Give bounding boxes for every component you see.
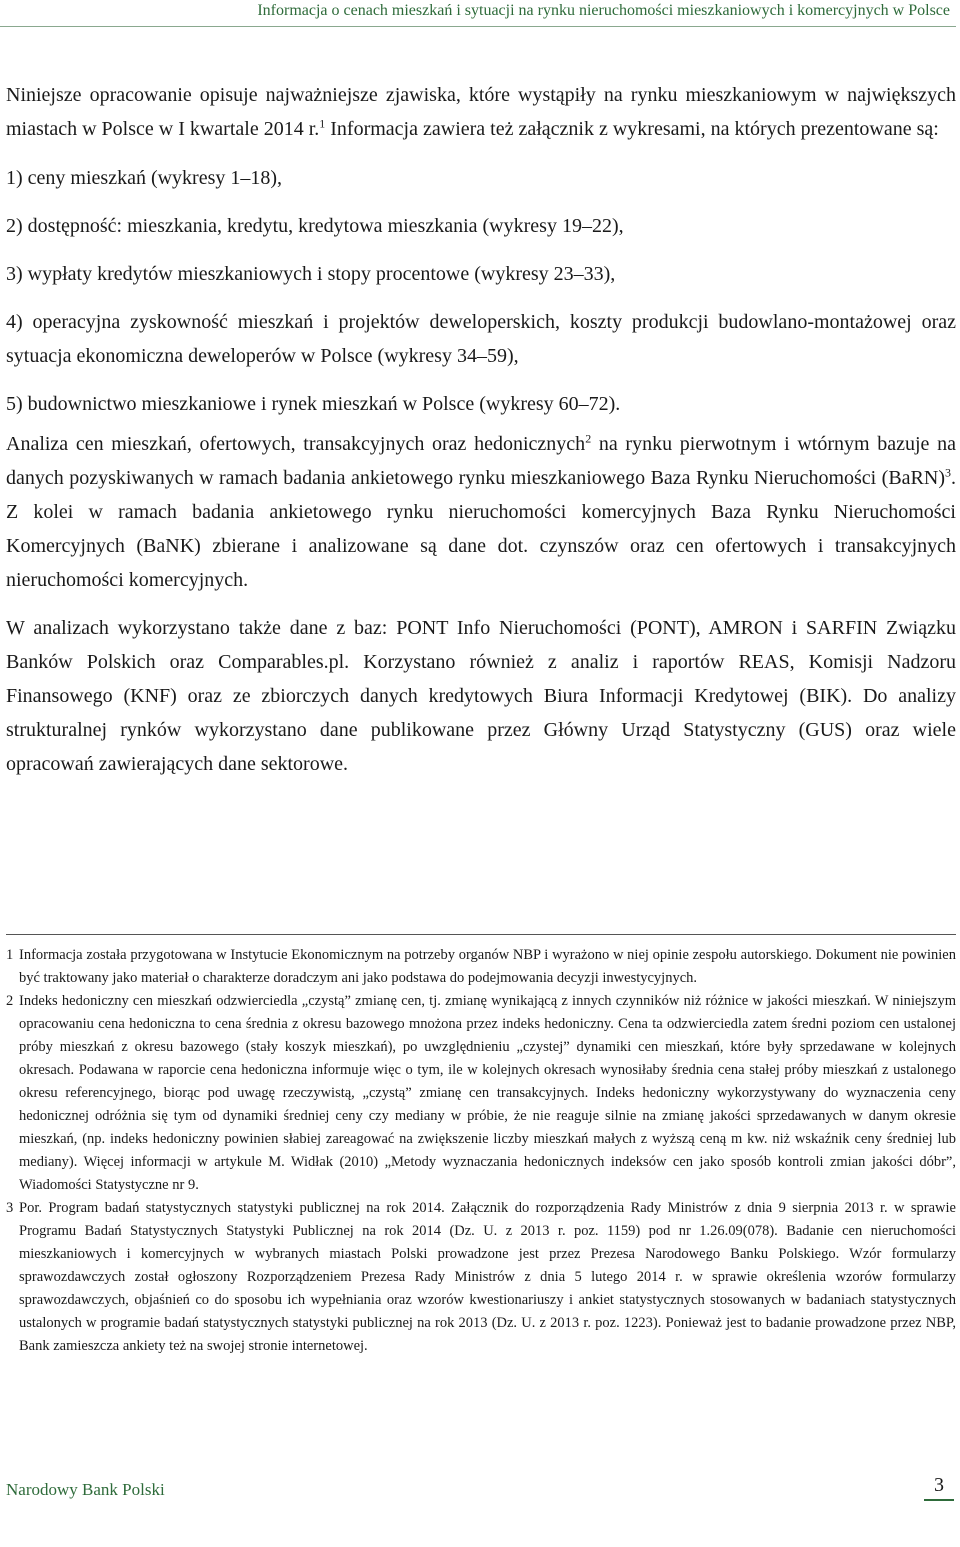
intro-paragraph	[6, 78, 956, 146]
footnote-text: Indeks hedoniczny cen mieszkań odzwierciedla „czystą” zmianę cen, tj. zmianę wynikającą z innych czynników niż różnice w jakości mieszkań. W niniejszym opracowaniu cena hedoniczna to cena średnia z okresu bazowego mnożona przez indeks hedoniczny. Cena ta odzwierciedla zatem średni poziom cen ustalonej próby mieszkań z okresu bazowego (stały koszyk mieszkań), po uwzględnieniu „czystej” dynamiki cen mieszkań, które były sprzedawane w kolejnych okresach. Podawana w raporcie cena hedoniczna informuje więc o tym, ile w kolejnych okresach wynosiłaby średnia cena stałej próby mieszkań z ustalonego okresu referencyjnego, biorąc pod uwagę rzeczywistą, „czystą” zmianę cen transakcyjnych. Indeks hedoniczny wykorzystywany do wyznaczenia ceny hedonicznej odróżnia się tym od dynamiki średniej ceny czy mediany w próbie, że nie reaguje silnie na zmianę jakości sprzedawanych w danym okresie mieszkań, (np. indeks hedoniczny powinien słabiej zareagować na zwiększenie liczby mieszkań małych z wyższą ceną m kw. niż wskaźnik ceny średniej lub mediany). Więcej informacji w artykule M. Widłak (2010) „Metody wyznaczania hedonicznych indeksów cen jako sposób kontroli zmian jakości dóbr”, Wiadomości Statystyczne nr 9.	[19, 993, 956, 1193]
list-item-construction: 5) budownictwo mieszkaniowe i rynek mieszkań w Polsce (wykresy 60–72).	[6, 393, 621, 415]
list-item-credits: 3) wypłaty kredytów mieszkaniowych i stopy procentowe (wykresy 23–33),	[6, 263, 616, 285]
footnote-ref-1[interactable]: 1	[319, 116, 326, 131]
list-item-profitability: 4) operacyjna zyskowność mieszkań i projektów deweloperskich, koszty produkcji budowlano-montażowej oraz sytuacja ekonomiczna deweloperów w Polsce (wykresy 34–59),	[6, 311, 956, 367]
footnote-text: Por. Program badań statystycznych statystyki publicznej na rok 2014. Załącznik do rozporządzenia Rady Ministrów z dnia 9 sierpnia 2013 r. w sprawie Programu Badań Statystycznych Statystyki Publicznej na rok 2014 (Dz. U. z 2013 r. poz. 1159) pod nr 1.26.09(078). Badanie cen nieruchomości mieszkaniowych i komercyjnych w wybranych miastach Polski prowadzone jest przez Prezesa Narodowego Banku Polskiego. Wzór formularzy sprawozdawczych został ogłoszony Rozporządzeniem Prezesa Rady Ministrów z dnia 5 lutego 2014 r. w sprawie określenia wzorów formularzy sprawozdawczych, objaśnień co do sposobu ich wypełniania oraz wzorów kwestionariuszy i ankiet statystycznych stosowanych w badaniach statystycznych ustalonych w programie badań statystycznych statystyki publicznej na rok 2013 (Dz. U. z 2013 r. poz. 1223). Ponieważ jest to badanie prowadzone przez NBP, Bank zamieszcza ankiety też na swojej stronie internetowej.	[19, 1200, 956, 1354]
footnote-3	[6, 1197, 956, 1358]
list-item-prices: 1) ceny mieszkań (wykresy 1–18),	[6, 167, 283, 189]
page-number: 3	[924, 1474, 954, 1501]
footnotes	[6, 944, 956, 1358]
main-content	[6, 78, 956, 795]
footnote-1	[6, 944, 956, 990]
footnote-number: 2	[6, 993, 14, 1009]
footnote-ref-3[interactable]: 3	[945, 465, 951, 480]
analysis-text-a: Analiza cen mieszkań, ofertowych, transakcyjnych oraz hedonicznych	[6, 433, 586, 455]
publisher-name: Narodowy Bank Polski	[6, 1480, 165, 1499]
analysis-text-c: . Z kolei w ramach badania ankietowego rynku nieruchomości komercyjnych Baza Rynku Nieruchomości Komercyjnych (BaNK) zbierane i analizowane są dane dot. czynszów oraz cen ofertowych i transakcyjnych nieruchomości komercyjnych.	[6, 467, 956, 591]
sources-paragraph: W analizach wykorzystano także dane z baz: PONT Info Nieruchomości (PONT), AMRON i SARFIN Związku Banków Polskich oraz Comparables.pl. Korzystano również z analiz i raportów REAS, Komisji Nadzoru Finansowego (KNF) oraz ze zbiorczych danych kredytowych Biura Informacji Kredytowej (BIK). Do analizy strukturalnej rynków wykorzystano dane publikowane przez Główny Urząd Statystyczny (GUS) oraz wiele opracowań zawierających dane sektorowe.	[6, 617, 956, 775]
intro-text: Niniejsze opracowanie opisuje najważniejsze zjawiska, które wystąpiły na rynku mieszkaniowym w największych miastach w Polsce w I kwartale 2014 r.	[6, 84, 956, 140]
footnote-ref-2[interactable]: 2	[585, 431, 592, 446]
footnote-divider	[6, 934, 956, 935]
analysis-paragraph	[6, 427, 956, 597]
header-divider	[0, 26, 956, 27]
running-header: Informacja o cenach mieszkań i sytuacji na rynku nieruchomości mieszkaniowych i komercyjnych w Polsce	[257, 2, 950, 19]
footnote-number: 3	[6, 1200, 14, 1216]
list-item-availability: 2) dostępność: mieszkania, kredytu, kredytowa mieszkania (wykresy 19–22),	[6, 215, 624, 237]
footnote-2	[6, 990, 956, 1197]
footnote-number: 1	[6, 947, 14, 963]
intro-text-cont: Informacja zawiera też załącznik z wykresami, na których prezentowane są:	[325, 118, 939, 140]
analysis-text-b: na rynku pierwotnym i wtórnym bazuje na danych pozyskiwanych w ramach badania ankietowego rynku mieszkaniowego Baza Rynku Nieruchomości (BaRN)	[6, 433, 956, 489]
footnote-text: Informacja została przygotowana w Instytucie Ekonomicznym na potrzeby organów NBP i wyrażono w niej opinie zespołu autorskiego. Dokument nie powinien być traktowany jako materiał o charakterze doradczym ani jako podstawa do podejmowania decyzji inwestycyjnych.	[19, 947, 956, 986]
